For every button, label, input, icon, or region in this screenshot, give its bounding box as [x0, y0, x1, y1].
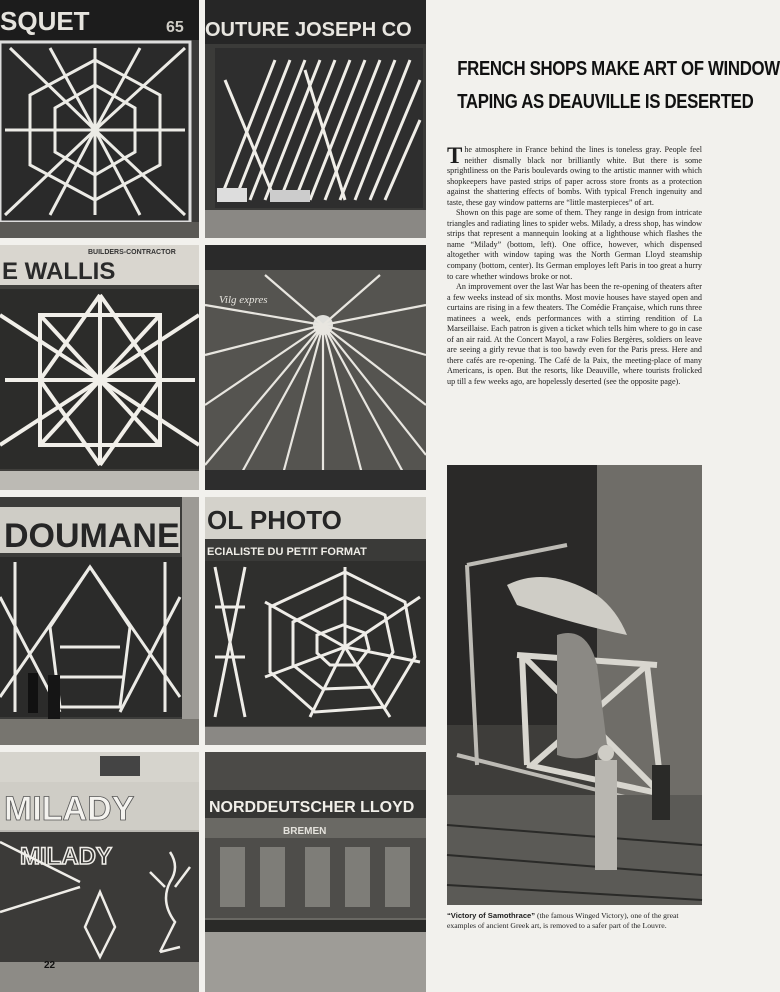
page-number: 22 — [44, 960, 56, 971]
shop-sign: DOUMANE — [4, 517, 180, 555]
photo-milady-window — [0, 752, 199, 992]
photo-caption — [447, 911, 705, 931]
body-paragraph-3: An improvement over the last War has been the re-opening of theaters after a few weeks instead of six months. Most movie houses have stayed open and curtains are rising in a few theaters. The Comédie Française, which runs three matinees a week, ends performances with a stirring rendition of La Marseillaise. Each patron is given a ticket which tells him where to go in case of an air raid. At the Concert Mayol, a raw Folies Bergères, soldiers on leave are seeing a girly revue that is too bawdy even for the Paris press. Here and there cafés are re-opening. The Café de la Paix, the meeting-place of many Americans, is open. But the resorts, like Deauville, where tourists frolicked up till a few weeks ago, are hopelessly deserted (see the opposite page). — [447, 282, 702, 387]
photo-norddeutscher-lloyd — [205, 752, 426, 992]
headline-line-2: TAPING AS DEAUVILLE IS DESERTED — [457, 90, 754, 113]
caption-lead: “Victory of Samothrace” — [447, 911, 536, 920]
svg-text:65: 65 — [166, 19, 184, 36]
shop-sign: E WALLIS — [2, 258, 116, 285]
body-paragraph-1: The atmosphere in France behind the lines is toneless gray. People feel neither dismally black nor brilliantly white. But there is some sprightliness on the Paris boulevards owing to the artistic manner with which shopkeepers have pasted strips of paper across store fronts as a protection against the shattering effects of bombs. With typical French ingenuity and taste, these gay window patterns are “little masterpieces” of art. — [447, 143, 702, 207]
shop-sign: OUTURE JOSEPH CO — [205, 19, 412, 41]
shop-sign: MILADY — [4, 790, 135, 828]
photo-sunburst-window — [205, 245, 426, 490]
photo-wallis-window — [0, 245, 199, 490]
svg-text:BREMEN: BREMEN — [283, 826, 327, 837]
photo-rosquet-window — [0, 0, 199, 238]
photo-doumane-window — [0, 497, 199, 745]
shop-sign: SQUET — [0, 6, 90, 36]
svg-text:ECIALISTE DU PETIT FORMAT: ECIALISTE DU PETIT FORMAT — [207, 546, 367, 558]
svg-text:MILADY: MILADY — [20, 843, 112, 870]
shop-sign: Vilg expres — [219, 294, 268, 306]
article-headline — [457, 52, 780, 118]
photo-joseph-couture-window — [205, 0, 426, 238]
article-body — [447, 145, 702, 388]
svg-text:BUILDERS-CONTRACTOR: BUILDERS-CONTRACTOR — [88, 249, 176, 256]
headline-line-1: FRENCH SHOPS MAKE ART OF WINDOW — [457, 57, 780, 80]
photo-victory-of-samothrace — [447, 465, 702, 905]
shop-sign: NORDDEUTSCHER LLOYD — [209, 799, 415, 816]
body-paragraph-2: Shown on this page are some of them. They range in design from intricate triangles and radiating lines to spider webs. Milady, a dress shop, has window strips that represent a mannequin looking at a lighthouse which flashes the name “Milady” (bottom, left). One office, however, which dispensed altogether with window taping was the North German Lloyd steamship company (bottom, center). Its German employes left Paris in too great a hurry to care whether windows broke or not. — [447, 208, 702, 281]
caption-text: (the famous Winged Victory), one of the great examples of ancient Greek art, is removed to a safer part of the Louvre. — [447, 911, 679, 930]
shop-sign: OL PHOTO — [207, 505, 342, 535]
photo-spiderweb-window — [205, 497, 426, 745]
